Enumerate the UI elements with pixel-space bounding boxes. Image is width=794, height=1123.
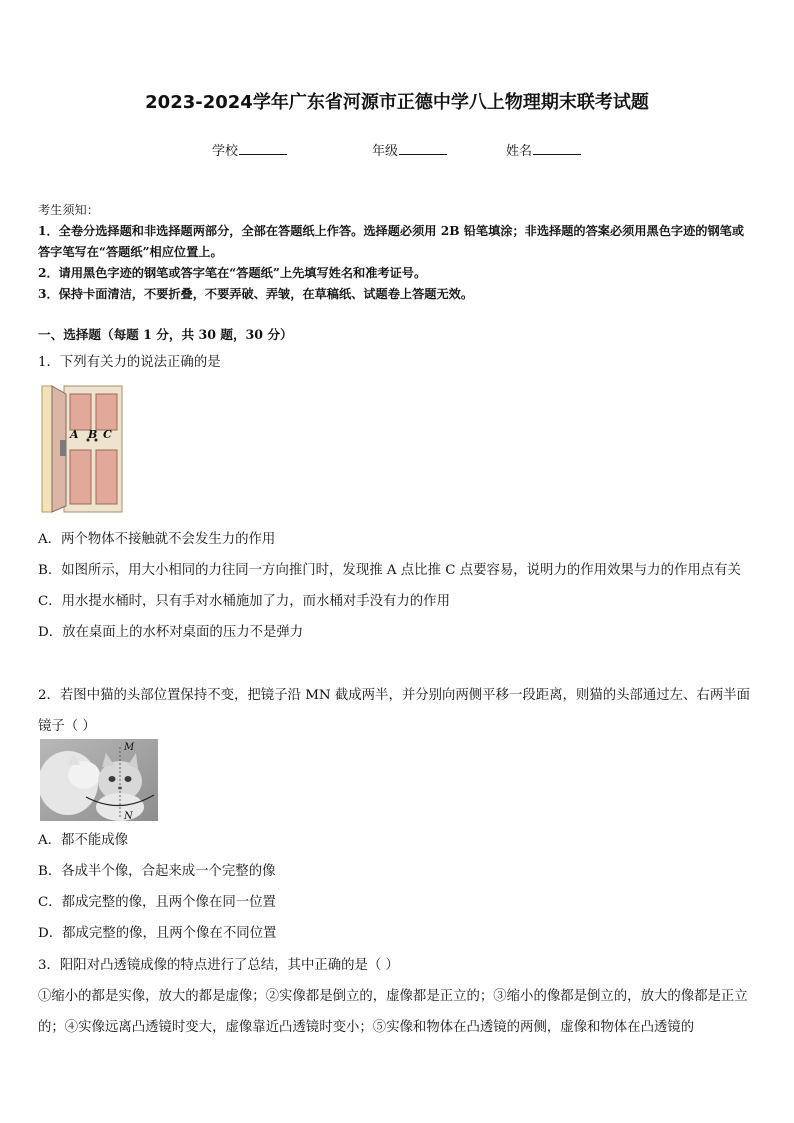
grade-blank xyxy=(399,140,447,155)
grade-field xyxy=(372,140,447,159)
q1-option-a: A．两个物体不接触就不会发生力的作用 xyxy=(38,532,276,547)
door-label-b: B xyxy=(88,428,98,441)
grade-label: 年级 xyxy=(372,144,399,159)
door-label-a: A xyxy=(70,428,79,441)
q1-options xyxy=(38,524,756,648)
name-blank xyxy=(533,140,581,155)
q3-stem: 3．阳阳对凸透镜成像的特点进行了总结，其中正确的是（ ） xyxy=(38,958,399,973)
q1-option-c: C．用水提水桶时，只有手对水桶施加了力，而水桶对手没有力的作用 xyxy=(38,594,450,609)
page-title: 2023-2024学年广东省河源市正德中学八上物理期末联考试题 xyxy=(145,92,649,113)
q2-stem: 2．若图中猫的头部位置保持不变，把镜子沿 MN 截成两半，并分别向两侧平移一段距离，则猫的头部通过左、右两半面镜子（ ） xyxy=(38,688,750,734)
q1-option-b: B．如图所示，用大小相同的力往同一方向推门时，发现推 A 点比推 C 点要容易，说明力的作用效果与力的作用点有关 xyxy=(38,563,741,578)
name-label: 姓名 xyxy=(506,144,533,159)
q2-option-d: D．都成完整的像，且两个像在不同位置 xyxy=(38,926,277,941)
notice-item-1: 1．全卷分选择题和非选择题两部分，全部在答题纸上作答。选择题必须用 2B 铅笔填涂；非选择题的答案必须用黑色字迹的钢笔或答字笔写在“答题纸”相应位置上。 xyxy=(38,224,745,259)
q2-options xyxy=(38,825,756,949)
notice-block xyxy=(38,200,756,305)
section-heading: 一、选择题（每题 1 分，共 30 题，30 分） xyxy=(38,327,293,342)
q2-option-c: C．都成完整的像，且两个像在同一位置 xyxy=(38,895,276,910)
q2-option-b: B．各成半个像，合起来成一个完整的像 xyxy=(38,864,276,879)
mirror-label-n: N xyxy=(124,811,133,821)
notice-item-2: 2．请用黑色字迹的钢笔或答字笔在“答题纸”上先填写姓名和准考证号。 xyxy=(38,266,427,280)
school-blank xyxy=(239,140,287,155)
school-field xyxy=(212,140,287,159)
q3-body: ①缩小的都是实像，放大的都是虚像；②实像都是倒立的，虚像都是正立的；③缩小的像都是倒立的，放大的像都是正立的；④实像远离凸透镜时变大，虚像靠近凸透镜时变小；⑤实像和物体在凸透镜的两侧，虚像和物体在凸透镜的 xyxy=(38,989,748,1035)
cat-mirror-figure xyxy=(40,739,158,821)
mirror-label-m: M xyxy=(124,742,135,753)
door-label-c: C xyxy=(103,428,112,441)
door-figure xyxy=(40,384,124,514)
q1-option-d: D．放在桌面上的水杯对桌面的压力不是弹力 xyxy=(38,625,304,640)
name-field xyxy=(506,140,581,159)
notice-item-3: 3．保持卡面清洁，不要折叠，不要弄破、弄皱，在草稿纸、试题卷上答题无效。 xyxy=(38,287,474,301)
school-label: 学校 xyxy=(212,144,239,159)
notice-heading: 考生须知： xyxy=(38,203,99,217)
q2-option-a: A．都不能成像 xyxy=(38,833,129,848)
q1-stem: 1．下列有关力的说法正确的是 xyxy=(38,355,221,370)
